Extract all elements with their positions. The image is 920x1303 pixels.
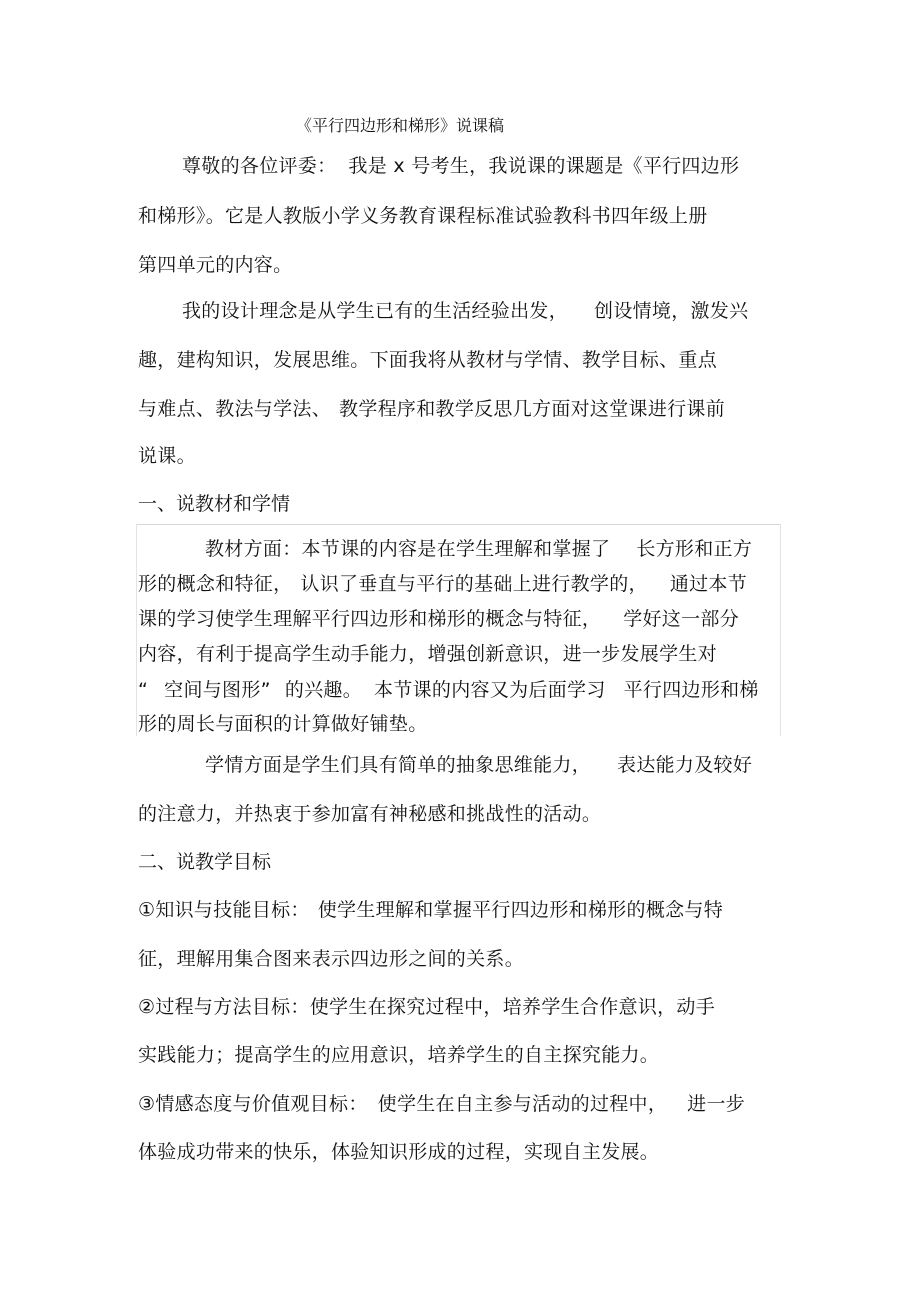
concept-line-1 — [182, 299, 748, 323]
goal-3-line-1 — [138, 1092, 745, 1116]
material-line-6: 形的周长与面积的计算做好铺垫。 — [138, 713, 428, 735]
intro-line-3: 第四单元的内容。 — [138, 254, 293, 276]
students-line-2: 的注意力，并热衷于参加富有神秘感和挑战性的活动。 — [138, 803, 602, 825]
material-line-2 — [138, 572, 747, 596]
goal-3-line-2: 体验成功带来的快乐，体验知识形成的过程，实现自主发展。 — [138, 1141, 660, 1163]
material-text-l: 平行四边形和梯 — [623, 679, 759, 701]
intro-line-1 — [182, 154, 739, 178]
concept-text-b: 创设情境，激发兴 — [594, 300, 749, 322]
concept-line-2: 趣，建构知识，发展思维。下面我将从教材与学情、教学目标、重点 — [138, 349, 718, 371]
goal-3-label: ③情感态度与价值观目标： — [138, 1093, 368, 1115]
students-text-b: 表达能力及较好 — [617, 754, 753, 776]
material-text-c: 形的概念和特征， — [138, 573, 293, 595]
students-line-1 — [205, 753, 752, 777]
material-text-a: 教材方面：本节课的内容是在学生理解和掌握了 — [205, 538, 611, 560]
material-text-h: “ — [138, 679, 149, 701]
intro-line-2: 和梯形》。它是人教版小学义务教育课程标准试验教科书四年级上册 — [138, 205, 708, 227]
goal-1-text: 使学生理解和掌握平行四边形和梯形的概念与特 — [317, 899, 724, 921]
concept-text-d: 教学程序和教学反思几方面对这堂课进行课前 — [339, 398, 726, 420]
section-1-heading: 一、说教材和学情 — [138, 493, 291, 515]
material-line-5 — [138, 678, 759, 702]
material-line-3 — [138, 607, 739, 631]
goal-3-text-a: 使学生在自主参与活动的过程中， — [377, 1093, 668, 1115]
goal-1-line-1 — [138, 898, 723, 922]
material-text-g: 学好这一部分 — [623, 608, 740, 630]
section-2-heading: 二、说教学目标 — [138, 851, 272, 873]
goal-2-line-2: 实践能力；提高学生的应用意识，培养学生的自主探究能力。 — [138, 1044, 660, 1066]
goal-1-line-2: 征，理解用集合图来表示四边形之间的关系。 — [138, 948, 525, 970]
concept-text-a: 我的设计理念是从学生已有的生活经验出发， — [182, 300, 569, 322]
material-line-4: 内容，有利于提高学生动手能力，增强创新意识，进一步发展学生对 — [138, 643, 718, 665]
concept-text-c: 与难点、教法与学法、 — [138, 398, 332, 420]
concept-line-3 — [138, 397, 725, 421]
document-title: 《平行四边形和梯形》说课稿 — [296, 116, 505, 135]
goal-1-label: ①知识与技能目标： — [138, 899, 310, 921]
material-text-i: 空间与图形” — [164, 679, 271, 701]
students-text-a: 学情方面是学生们具有简单的抽象思维能力， — [205, 754, 592, 776]
goal-2-line-1: ②过程与方法目标：使学生在探究过程中，培养学生合作意识，动手 — [138, 996, 716, 1018]
concept-line-4: 说课。 — [138, 445, 196, 467]
intro-greeting: 尊敬的各位评委： — [182, 155, 337, 177]
material-text-b: 长方形和正方 — [636, 538, 753, 560]
material-text-f: 课的学习使学生理解平行四边形和梯形的概念与特征， — [138, 608, 602, 630]
material-text-d: 认识了垂直与平行的基础上进行教学的， — [300, 573, 648, 595]
material-line-1 — [205, 537, 752, 561]
material-text-e: 通过本节 — [669, 573, 748, 595]
material-text-k: 本节课的内容又为后面学习 — [374, 679, 606, 701]
goal-3-text-b: 进一步 — [687, 1093, 746, 1115]
intro-topic: 我是 x 号考生，我说课的课题是《平行四边形 — [348, 155, 740, 177]
material-text-j: 的兴趣。 — [284, 679, 363, 701]
